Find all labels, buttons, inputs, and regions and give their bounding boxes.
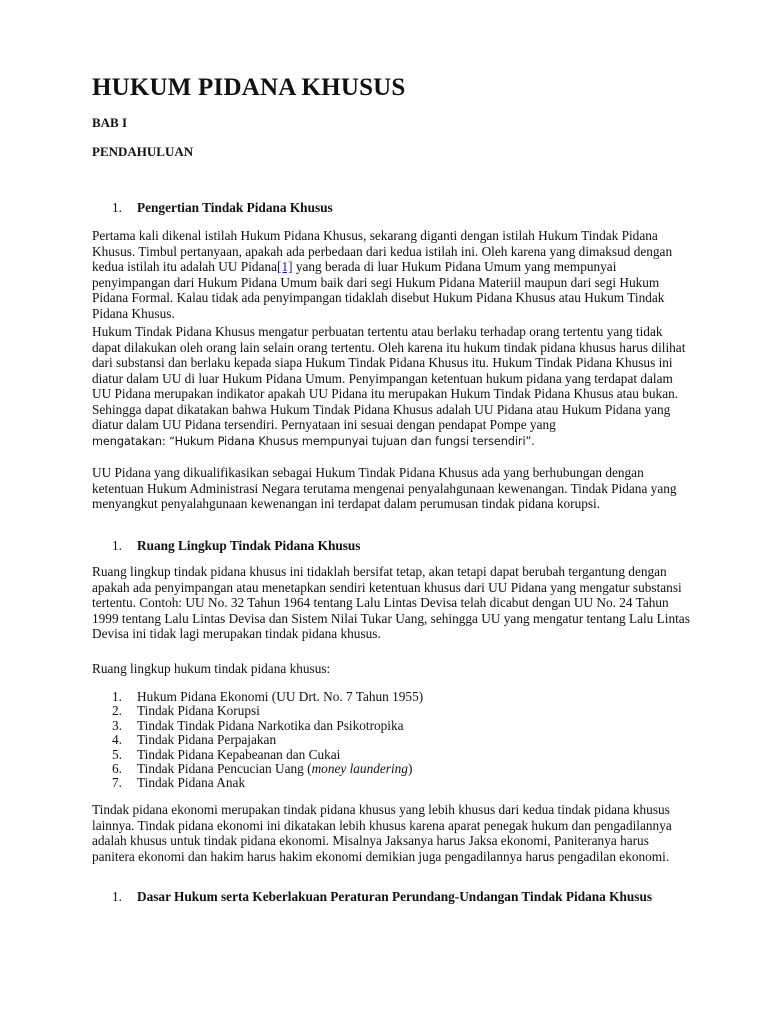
section-number: 1. <box>112 889 122 904</box>
list-item-text: Hukum Pidana Ekonomi (UU Drt. No. 7 Tahun 1955) <box>137 689 424 704</box>
section-heading-text: Pengertian Tindak Pidana Khusus <box>137 200 333 215</box>
paragraph-5: Ruang lingkup hukum tindak pidana khusus: <box>92 661 331 676</box>
document-title: HUKUM PIDANA KHUSUS <box>92 74 406 101</box>
list-item-number: 5. <box>112 746 122 762</box>
list-item-text: Tindak Tindak Pidana Narkotika dan Psikotropika <box>137 717 404 733</box>
paragraph-1-text: Pertama kali dikenal istilah Hukum Pidana Khusus, sekarang diganti dengan istilah Hukum Tindak Pidana Khusus. Timbul pertanyaan, apakah ada perbedaan dari kedua istilah ini. Oleh karena yang dimaksud dengan kedua istilah itu adalah UU Pidana <box>92 228 673 274</box>
list-item <box>112 733 423 747</box>
paragraph-2-text: Hukum Tindak Pidana Khusus mengatur perbuatan tertentu atau berlaku terhadap orang tertentu yang tidak dapat dilakukan oleh orang lain selain orang tertentu. Oleh karena itu hukum tindak pidana khusus harus dilihat dari substansi dan berlaku kepada siapa Hukum Tindak Pidana Khusus itu. Hukum Tindak Pidana Khusus ini diatur dalam UU di luar Hukum Pidana Umum. Penyimpangan ketentuan hukum pidana yang terdapat dalam UU Pidana merupakan indikator apakah UU Pidana itu merupakan Hukum Tindak Pidana Khusus atau bukan. Sehingga dapat dikatakan bahwa Hukum Tindak Pidana Khusus adalah UU Pidana atau Hukum Pidana yang diatur dalam UU Pidana tersendiri. Pernyataan ini sesuai dengan pendapat Pompe yang <box>92 324 686 432</box>
list-item-text: Tindak Pidana Korupsi <box>137 703 260 719</box>
chapter-title: PENDAHULUAN <box>92 144 194 159</box>
list-item <box>112 719 423 733</box>
section-heading-text: Ruang Lingkup Tindak Pidana Khusus <box>137 538 361 553</box>
list-item <box>112 704 423 718</box>
paragraph-2 <box>92 324 692 449</box>
list-item <box>112 748 423 762</box>
footnote-link[interactable]: [1] <box>277 259 293 274</box>
list-item-number: 7. <box>112 775 122 791</box>
list-item-text: Tindak Pidana Kepabeanan dan Cukai <box>137 746 341 762</box>
section-heading-scope <box>112 538 692 554</box>
list-item-text: Tindak Pidana Anak <box>137 775 246 791</box>
chapter-label: BAB I <box>92 115 128 130</box>
list-item-number: 2. <box>112 703 122 719</box>
list-item-number: 6. <box>112 761 122 777</box>
list-item <box>112 690 423 704</box>
section-number: 1. <box>112 200 122 215</box>
section-heading-definition <box>112 200 692 216</box>
scope-list <box>112 690 423 791</box>
list-item <box>112 776 423 790</box>
pompe-quote: mengatakan: “Hukum Pidana Khusus mempunyai tujuan dan fungsi tersendiri”. <box>92 434 535 448</box>
section-heading-legal-basis <box>112 889 692 905</box>
list-item-text: Tindak Pidana Pencucian Uang ( <box>137 761 312 777</box>
list-item-text: Tindak Pidana Perpajakan <box>137 732 277 748</box>
section-heading-text: Dasar Hukum serta Keberlakuan Peraturan Perundang-Undangan Tindak Pidana Khusus <box>137 889 653 904</box>
paragraph-3: UU Pidana yang dikualifikasikan sebagai Hukum Tindak Pidana Khusus ada yang berhubungan dengan ketentuan Hukum Administrasi Negara terutama mengenai penyalahgunaan kewenangan. Tindak Pidana yang menyangkut penyalahgunaan kewenangan ini terdapat dalam perumusan tindak pidana korupsi. <box>92 465 677 511</box>
list-item-number: 3. <box>112 717 122 733</box>
list-item-italic: money laundering <box>311 761 408 777</box>
paragraph-6: Tindak pidana ekonomi merupakan tindak pidana khusus yang lebih khusus dari kedua tindak pidana khusus lainnya. Tindak pidana ekonomi ini dikatakan lebih khusus karena aparat penegak hukum dan pengadilannya adalah khusus untuk tindak pidana ekonomi. Misalnya Jaksanya harus Jaksa ekonomi, Paniteranya harus panitera ekonomi dan hakim harus hakim ekonomi demikian juga pengadilannya harus pengadilan ekonomi. <box>92 802 672 864</box>
list-item-tail: ) <box>407 761 413 777</box>
paragraph-1-text-cont: yang berada di luar Hukum Pidana Umum yang mempunyai penyimpangan dari Hukum Pidana Umum baik dari segi Hukum Pidana Materiil maupun dari segi Hukum Pidana Formal. Kalau tidak ada penyimpangan tidaklah disebut Hukum Pidana Khusus atau Hukum Tindak Pidana Khusus. <box>92 259 665 321</box>
section-number: 1. <box>112 538 122 553</box>
list-item <box>112 762 423 776</box>
list-item-number: 1. <box>112 689 122 704</box>
paragraph-1 <box>92 228 692 321</box>
list-item-number: 4. <box>112 732 122 748</box>
paragraph-4: Ruang lingkup tindak pidana khusus ini tidaklah bersifat tetap, akan tetapi dapat berubah tergantung dengan apakah ada penyimpangan atau menetapkan sendiri ketentuan khusus dari UU Pidana yang mengatur substansi tertentu. Contoh: UU No. 32 Tahun 1964 tentang Lalu Lintas Devisa telah dicabut dengan UU No. 24 Tahun 1999 tentang Lalu Lintas Devisa dan Sistem Nilai Tukar Uang, sehingga UU yang mengatur tentang Lalu Lintas Devisa ini tidak lagi merupakan tindak pidana khusus. <box>92 564 690 641</box>
